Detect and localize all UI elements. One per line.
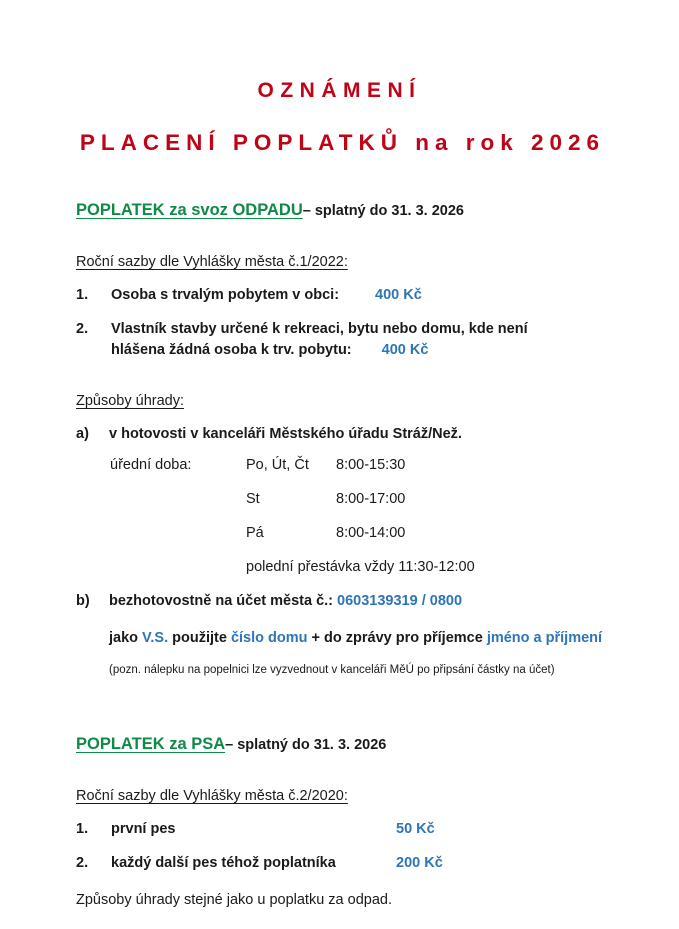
lunch-break-spacer: [110, 559, 246, 575]
dog-heading-due-date: – splatný do 31. 3. 2026: [225, 737, 387, 754]
dog-fee-1-body: [111, 819, 639, 840]
waste-rates-subheading-wrap: [76, 238, 639, 271]
waste-fee-2-number: 2.: [76, 320, 89, 337]
section-dog-fee: [0, 734, 679, 907]
dog-fee-2-label: každý další pes téhož poplatníka: [111, 854, 336, 871]
variable-symbol-instruction: [76, 627, 639, 650]
dog-fee-2-amount: 200 Kč: [396, 854, 443, 871]
payment-b-prefix: bezhotovostně na účet města č.:: [109, 593, 333, 610]
waste-fee-1-amount: 400 Kč: [375, 286, 422, 303]
document-title-block: [0, 0, 679, 156]
office-hours-row: [110, 457, 475, 491]
waste-fee-1-label: Osoba s trvalým pobytem v obci:: [111, 286, 340, 303]
payment-methods-subheading-wrap: [76, 377, 639, 410]
waste-fee-list: [76, 285, 639, 361]
dog-heading-title: POPLATEK za PSA: [76, 735, 226, 754]
vs-text-part1: jako: [109, 630, 143, 647]
vs-highlight-vs: V.S.: [142, 630, 169, 647]
sticker-pickup-note: (pozn. nálepku na popelnici lze vyzvednout v kanceláři MěÚ po připsání částky na účet): [109, 664, 555, 677]
waste-fee-1-number: 1.: [76, 286, 89, 303]
payment-b-marker: b): [76, 593, 90, 610]
payment-method-b: [76, 591, 639, 678]
dog-fee-1-amount: 50 Kč: [396, 820, 435, 837]
vs-text-part3: + do zprávy pro příjemce: [307, 630, 487, 647]
dog-fee-row-2: [76, 853, 639, 874]
lunch-break-note: polední přestávka vždy 11:30-12:00: [246, 559, 475, 576]
office-hours-time-1: 8:00-15:30: [336, 457, 406, 474]
payment-b-row: [76, 591, 639, 613]
vs-text-part2: použijte: [168, 630, 231, 647]
payment-method-a: [76, 424, 639, 576]
waste-heading-title: POPLATEK za svoz ODPADU: [76, 201, 303, 220]
office-hours-days-3: Pá: [246, 525, 264, 542]
dog-rates-subheading: Roční sazby dle Vyhlášky města č.2/2020:: [76, 787, 348, 804]
waste-heading-due-date: – splatný do 31. 3. 2026: [302, 203, 464, 220]
waste-section-heading: [76, 200, 639, 221]
dog-fee-row-1: [76, 819, 639, 840]
payment-a-row: [76, 424, 639, 446]
waste-rates-subheading: Roční sazby dle Vyhlášky města č.1/2022:: [76, 253, 348, 270]
office-hours-days-2: St: [246, 491, 260, 508]
vs-highlight-name: jméno a příjmení: [486, 630, 603, 647]
dog-final-note: Způsoby úhrady stejné jako u poplatku za odpad.: [76, 891, 392, 908]
office-hours-label: úřední doba:: [110, 457, 192, 474]
bank-account-number: 0603139319 / 0800: [337, 593, 463, 610]
dog-fee-list: [76, 819, 639, 874]
dog-section-heading: [76, 734, 639, 755]
office-hours-days-1: Po, Út, Čt: [246, 457, 309, 474]
section-waste-fee: [0, 200, 679, 678]
title-line-primary: OZNÁMENÍ: [257, 79, 422, 102]
waste-fee-2-amount: 400 Kč: [381, 341, 429, 358]
payment-b-text: [109, 591, 639, 613]
lunch-break-row: [110, 559, 475, 575]
office-hours-spacer-3: [110, 525, 246, 559]
waste-fee-1-body: [111, 285, 639, 306]
office-hours-time-3: 8:00-14:00: [336, 525, 406, 542]
waste-fee-row-1: [76, 285, 639, 306]
office-hours-row: [110, 525, 475, 559]
office-hours-time-2: 8:00-17:00: [336, 491, 406, 508]
waste-fee-2-body: [111, 319, 639, 361]
office-hours-row: [110, 491, 475, 525]
dog-fee-2-body: [111, 853, 639, 874]
payment-a-marker: a): [76, 425, 89, 442]
waste-fee-2-label-line2: hlášena žádná osoba k trv. pobytu:: [111, 341, 352, 358]
dog-fee-2-number: 2.: [76, 854, 89, 871]
waste-fee-2-label-line1: Vlastník stavby určené k rekreaci, bytu nebo domu, kde není: [111, 320, 528, 337]
vs-highlight-house-number: číslo domu: [230, 630, 308, 647]
dog-fee-1-number: 1.: [76, 820, 89, 837]
office-hours-table: [110, 457, 475, 575]
payment-a-text: v hotovosti v kanceláři Městského úřadu Stráž/Než.: [109, 425, 462, 442]
waste-fee-row-2: [76, 319, 639, 361]
title-line-secondary: PLACENÍ POPLATKŮ na rok 2026: [79, 130, 606, 156]
office-hours-spacer-2: [110, 491, 246, 525]
dog-rates-subheading-wrap: [76, 772, 639, 805]
dog-fee-1-label: první pes: [111, 820, 176, 837]
payment-methods-subheading: Způsoby úhrady:: [76, 392, 185, 409]
